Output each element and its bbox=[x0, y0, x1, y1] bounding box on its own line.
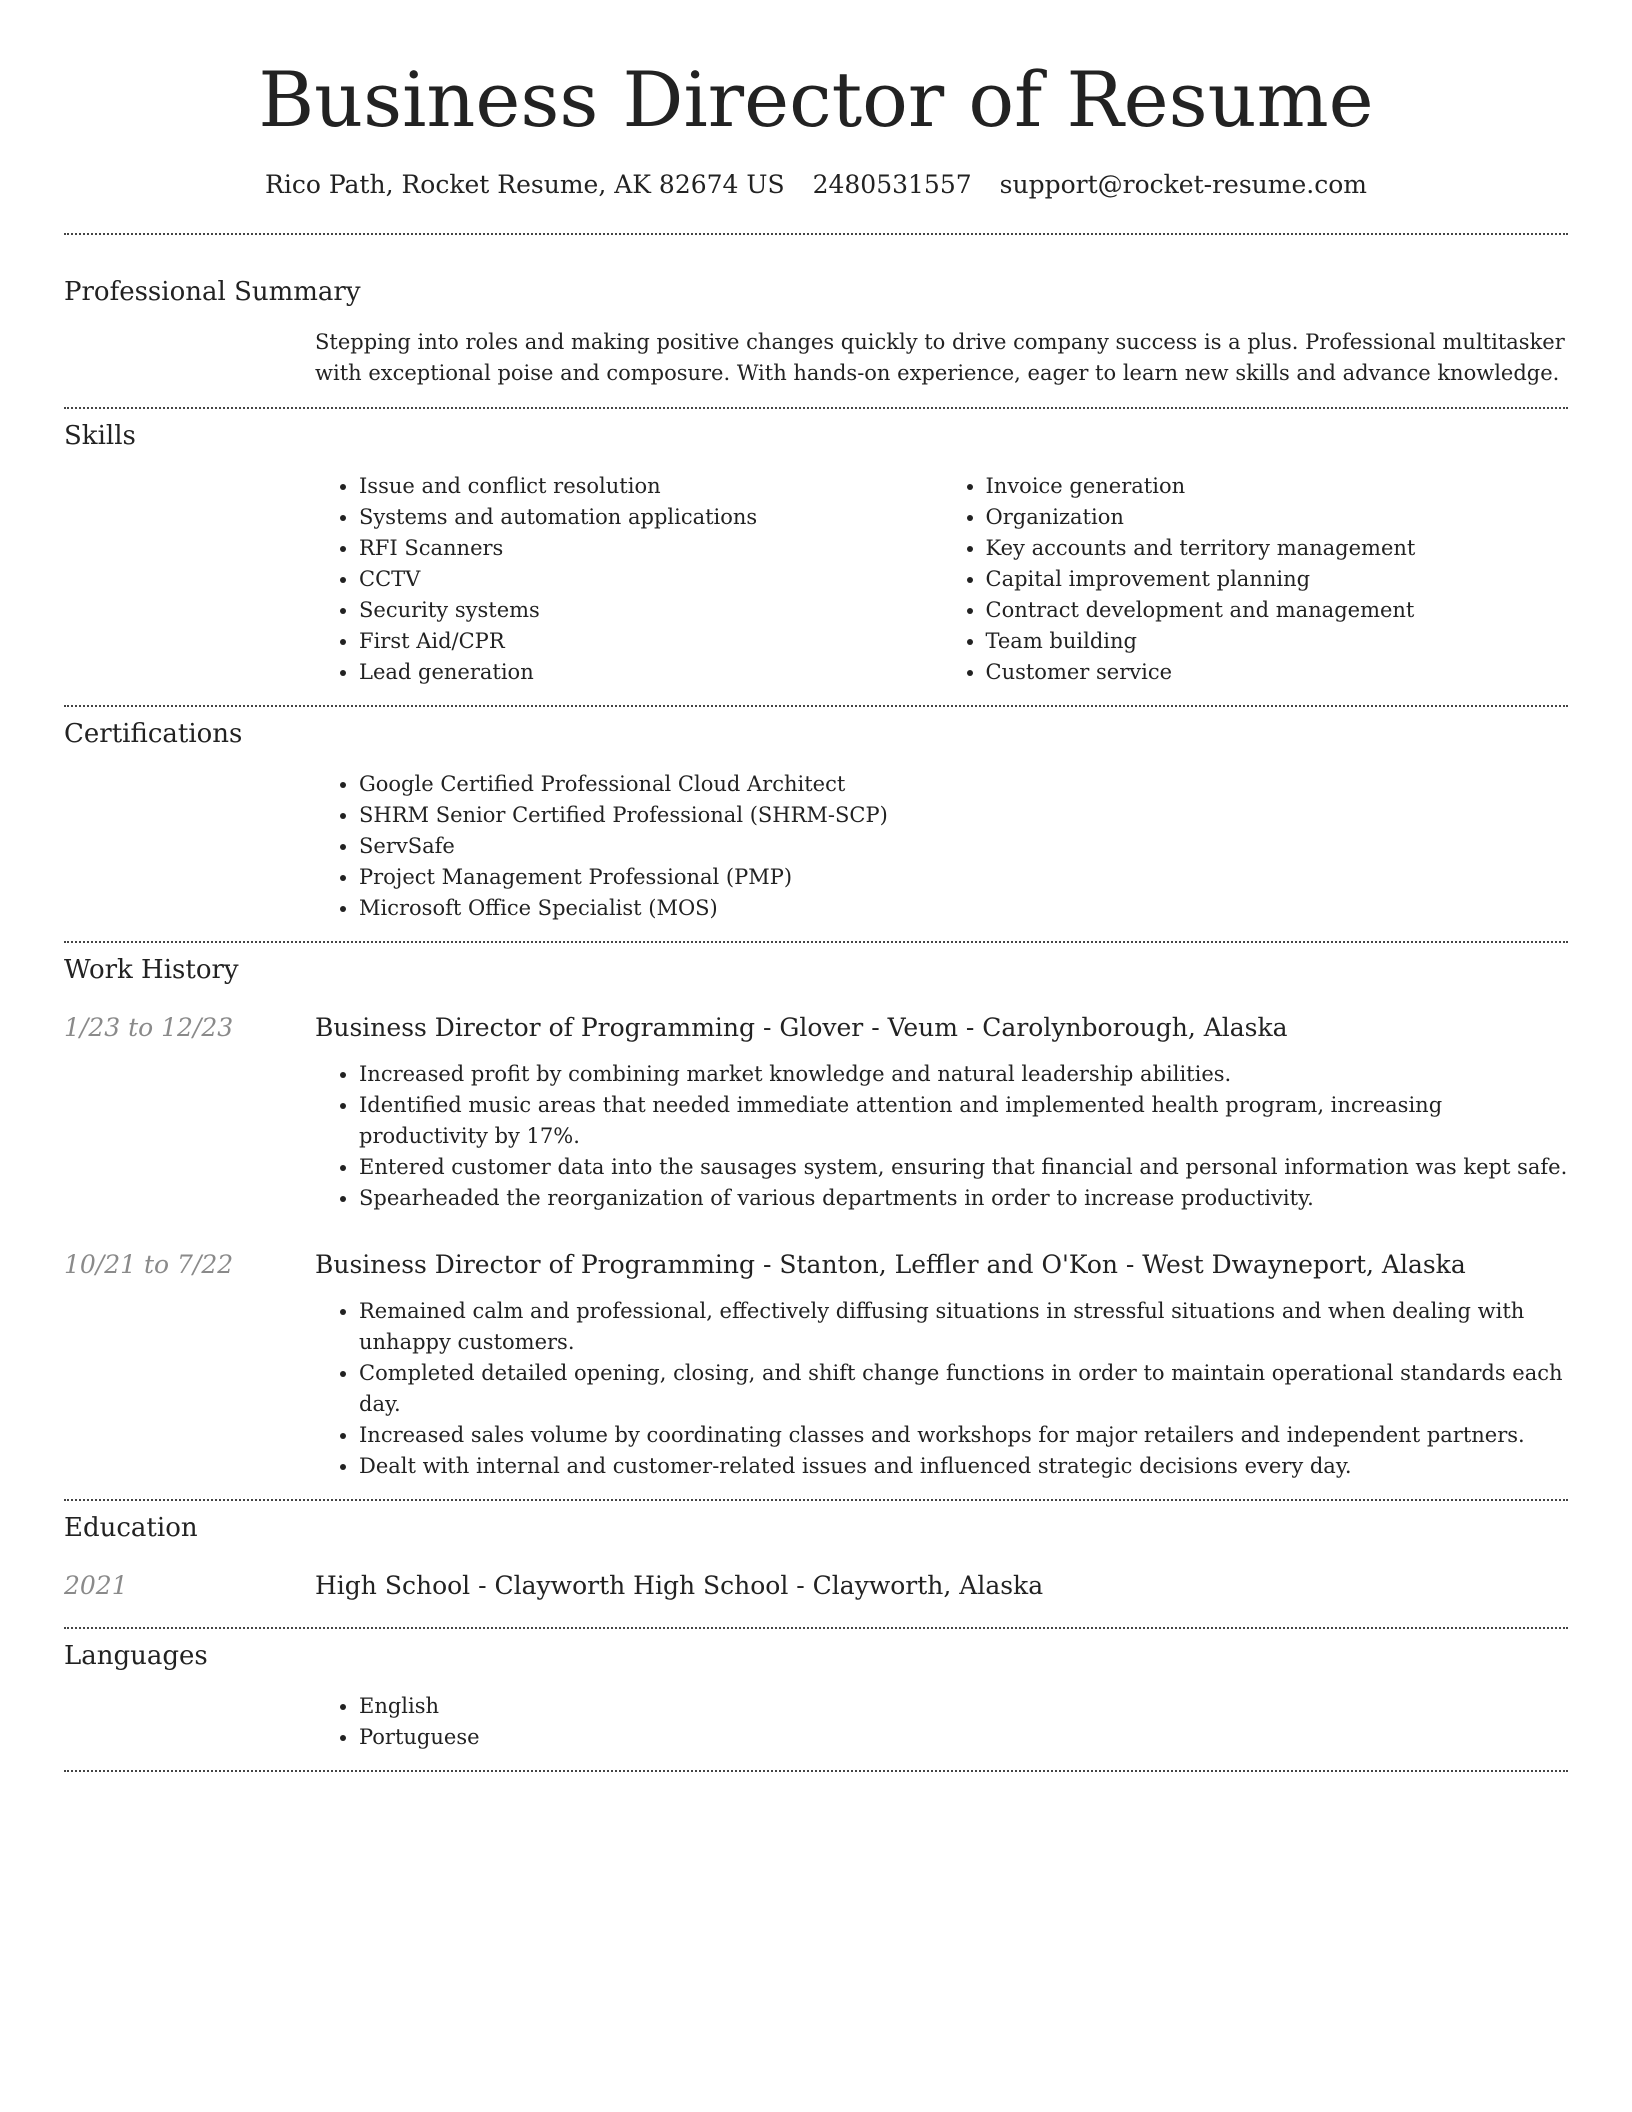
certification-item: • SHRM Senior Certified Professional (SHRM-SCP) bbox=[359, 800, 1568, 831]
job-date: 1/23 to 12/23 bbox=[64, 1013, 234, 1042]
job-bullet: • Identified music areas that needed immediate attention and implemented health program, increasing productivity by 17%. bbox=[359, 1090, 1568, 1152]
skill-item: • Invoice generation bbox=[986, 471, 1569, 502]
job-bullet: • Entered customer data into the sausages system, ensuring that financial and personal information was kept safe. bbox=[359, 1152, 1568, 1183]
job-bullet: • Increased sales volume by coordinating classes and workshops for major retailers and independent partners. bbox=[359, 1420, 1568, 1451]
skill-item: • Systems and automation applications bbox=[359, 502, 942, 533]
job-bullet: • Increased profit by combining market knowledge and natural leadership abilities. bbox=[359, 1059, 1568, 1090]
section-title-education: Education bbox=[64, 1513, 198, 1543]
education-date: 2021 bbox=[64, 1571, 128, 1600]
skills-section bbox=[64, 409, 1568, 705]
skill-item: • Lead generation bbox=[359, 657, 942, 688]
skill-item: • Key accounts and territory management bbox=[986, 533, 1569, 564]
section-title-work-history: Work History bbox=[64, 955, 239, 985]
language-item: • Portuguese bbox=[359, 1722, 1568, 1753]
job-title bbox=[315, 1011, 1568, 1045]
skills-list-right bbox=[942, 471, 1569, 688]
job-bullet: • Dealt with internal and customer-related issues and influenced strategic decisions every day. bbox=[359, 1451, 1568, 1482]
certification-item: • Project Management Professional (PMP) bbox=[359, 862, 1568, 893]
certifications-section bbox=[64, 707, 1568, 941]
job-bullet-list bbox=[315, 1059, 1568, 1214]
job-employer: - Glover - Veum - Carolynborough, Alaska bbox=[755, 1013, 1288, 1042]
job-entry bbox=[64, 987, 1568, 1214]
certification-item: • ServSafe bbox=[359, 831, 1568, 862]
job-employer: - Stanton, Leffler and O'Kon - West Dwayneport, Alaska bbox=[755, 1250, 1466, 1279]
contact-email: support@rocket-resume.com bbox=[999, 170, 1367, 199]
certifications-list bbox=[315, 769, 1568, 924]
job-bullet: • Spearheaded the reorganization of various departments in order to increase productivity. bbox=[359, 1183, 1568, 1214]
job-role: Business Director of Programming bbox=[315, 1250, 756, 1279]
skill-item: • Customer service bbox=[986, 657, 1569, 688]
contact-line bbox=[64, 168, 1568, 202]
skill-item: • Security systems bbox=[359, 595, 942, 626]
skill-item: • CCTV bbox=[359, 564, 942, 595]
languages-section bbox=[64, 1629, 1568, 1770]
job-title bbox=[315, 1248, 1568, 1282]
summary-section bbox=[64, 235, 1568, 407]
job-bullet: • Completed detailed opening, closing, and shift change functions in order to maintain operational standards each day. bbox=[359, 1358, 1568, 1420]
skill-item: • Capital improvement planning bbox=[986, 564, 1569, 595]
languages-list bbox=[315, 1691, 1568, 1753]
resume-name: Business Director of Resume bbox=[258, 55, 1374, 144]
skill-item: • Organization bbox=[986, 502, 1569, 533]
divider bbox=[64, 1770, 1568, 1772]
skills-list-left bbox=[315, 471, 942, 688]
resume-page bbox=[64, 0, 1568, 1772]
education-entry bbox=[64, 1545, 1568, 1627]
language-item: • English bbox=[359, 1691, 1568, 1722]
job-date: 10/21 to 7/22 bbox=[64, 1250, 234, 1279]
contact-address: Rico Path, Rocket Resume, AK 82674 US bbox=[265, 170, 785, 199]
education-title: High School - Clayworth High School - Clayworth, Alaska bbox=[315, 1571, 1044, 1600]
skill-item: • Issue and conflict resolution bbox=[359, 471, 942, 502]
skill-item: • RFI Scanners bbox=[359, 533, 942, 564]
job-bullet: • Remained calm and professional, effectively diffusing situations in stressful situations and when dealing with unhappy customers. bbox=[359, 1296, 1568, 1358]
certification-item: • Google Certified Professional Cloud Architect bbox=[359, 769, 1568, 800]
skill-item: • Team building bbox=[986, 626, 1569, 657]
section-title-skills: Skills bbox=[64, 421, 136, 451]
education-section bbox=[64, 1501, 1568, 1627]
skill-item: • Contract development and management bbox=[986, 595, 1569, 626]
skill-item: • First Aid/CPR bbox=[359, 626, 942, 657]
summary-text: Stepping into roles and making positive changes quickly to drive company success is a plus. Professional multitasker with exceptional poise and composure. With hands-on experience, eager to learn new skills and advance knowledge. bbox=[315, 330, 1565, 385]
certification-item: • Microsoft Office Specialist (MOS) bbox=[359, 893, 1568, 924]
section-title-languages: Languages bbox=[64, 1641, 208, 1671]
work-history-section bbox=[64, 943, 1568, 1499]
section-title-certifications: Certifications bbox=[64, 719, 243, 749]
job-role: Business Director of Programming bbox=[315, 1013, 756, 1042]
job-entry bbox=[64, 1214, 1568, 1482]
job-bullet-list bbox=[315, 1296, 1568, 1482]
section-title-summary: Professional Summary bbox=[64, 277, 361, 307]
contact-phone: 2480531557 bbox=[812, 170, 972, 199]
